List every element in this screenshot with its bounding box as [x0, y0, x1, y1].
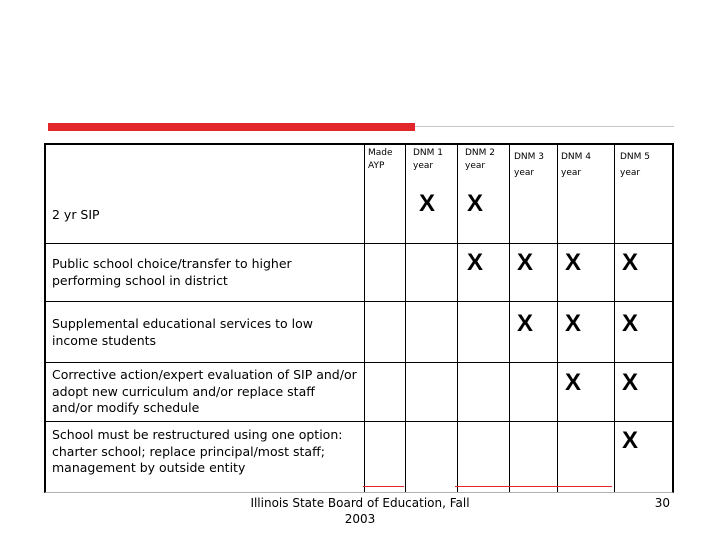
- column-divider: [364, 145, 365, 492]
- column-divider: [614, 145, 615, 492]
- bottom-accent-tick: [555, 486, 612, 487]
- row-divider: [46, 301, 672, 302]
- bottom-accent-tick: [455, 486, 507, 487]
- column-divider: [457, 145, 458, 492]
- column-divider: [557, 145, 558, 492]
- mark-row2-dnm5: X: [621, 249, 638, 276]
- title-accent-bar: [48, 123, 415, 131]
- header-made-ayp: Made AYP: [368, 148, 393, 171]
- row-label-supplemental-services: Supplemental educational services to low income students: [52, 316, 313, 348]
- header-dnm-1-year: DNM 1 year: [413, 148, 444, 171]
- row-divider: [46, 421, 672, 422]
- row-label-sip: 2 yr SIP: [52, 207, 100, 222]
- mark-row3-dnm4: X: [564, 310, 581, 337]
- title-rule: [415, 126, 674, 127]
- mark-row1-dnm2: X: [466, 190, 483, 217]
- mark-row4-dnm4: X: [564, 369, 581, 396]
- column-divider: [405, 145, 406, 492]
- row-divider: [46, 362, 672, 363]
- page-number: 30: [654, 496, 670, 510]
- row-label-restructuring: School must be restructured using one option: charter school; replace principal/most staff; management by outside entity: [52, 427, 343, 475]
- mark-row2-dnm4: X: [564, 249, 581, 276]
- mark-row3-dnm3: X: [516, 310, 533, 337]
- header-dnm-2-year: DNM 2 year: [465, 148, 496, 171]
- mark-row3-dnm5: X: [621, 310, 638, 337]
- mark-row2-dnm2: X: [466, 249, 483, 276]
- row-label-school-choice: Public school choice/transfer to higher performing school in district: [52, 256, 292, 288]
- row-divider: [46, 243, 672, 244]
- bottom-accent-tick: [507, 486, 555, 487]
- header-dnm-5-year: DNM 5 year: [620, 152, 651, 178]
- header-dnm-3-year: DNM 3 year: [514, 152, 545, 178]
- mark-row2-dnm3: X: [516, 249, 533, 276]
- mark-row1-dnm1: X: [418, 190, 435, 217]
- mark-row4-dnm5: X: [621, 369, 638, 396]
- mark-row5-dnm5: X: [621, 427, 638, 454]
- footer-source: Illinois State Board of Education, Fall 2003: [250, 496, 470, 526]
- column-divider: [509, 145, 510, 492]
- sanctions-table: [44, 143, 674, 493]
- bottom-accent-tick: [363, 486, 404, 487]
- row-label-corrective-action: Corrective action/expert evaluation of SIP and/or adopt new curriculum and/or replace staff and/or modify schedule: [52, 367, 357, 415]
- header-dnm-4-year: DNM 4 year: [561, 152, 592, 178]
